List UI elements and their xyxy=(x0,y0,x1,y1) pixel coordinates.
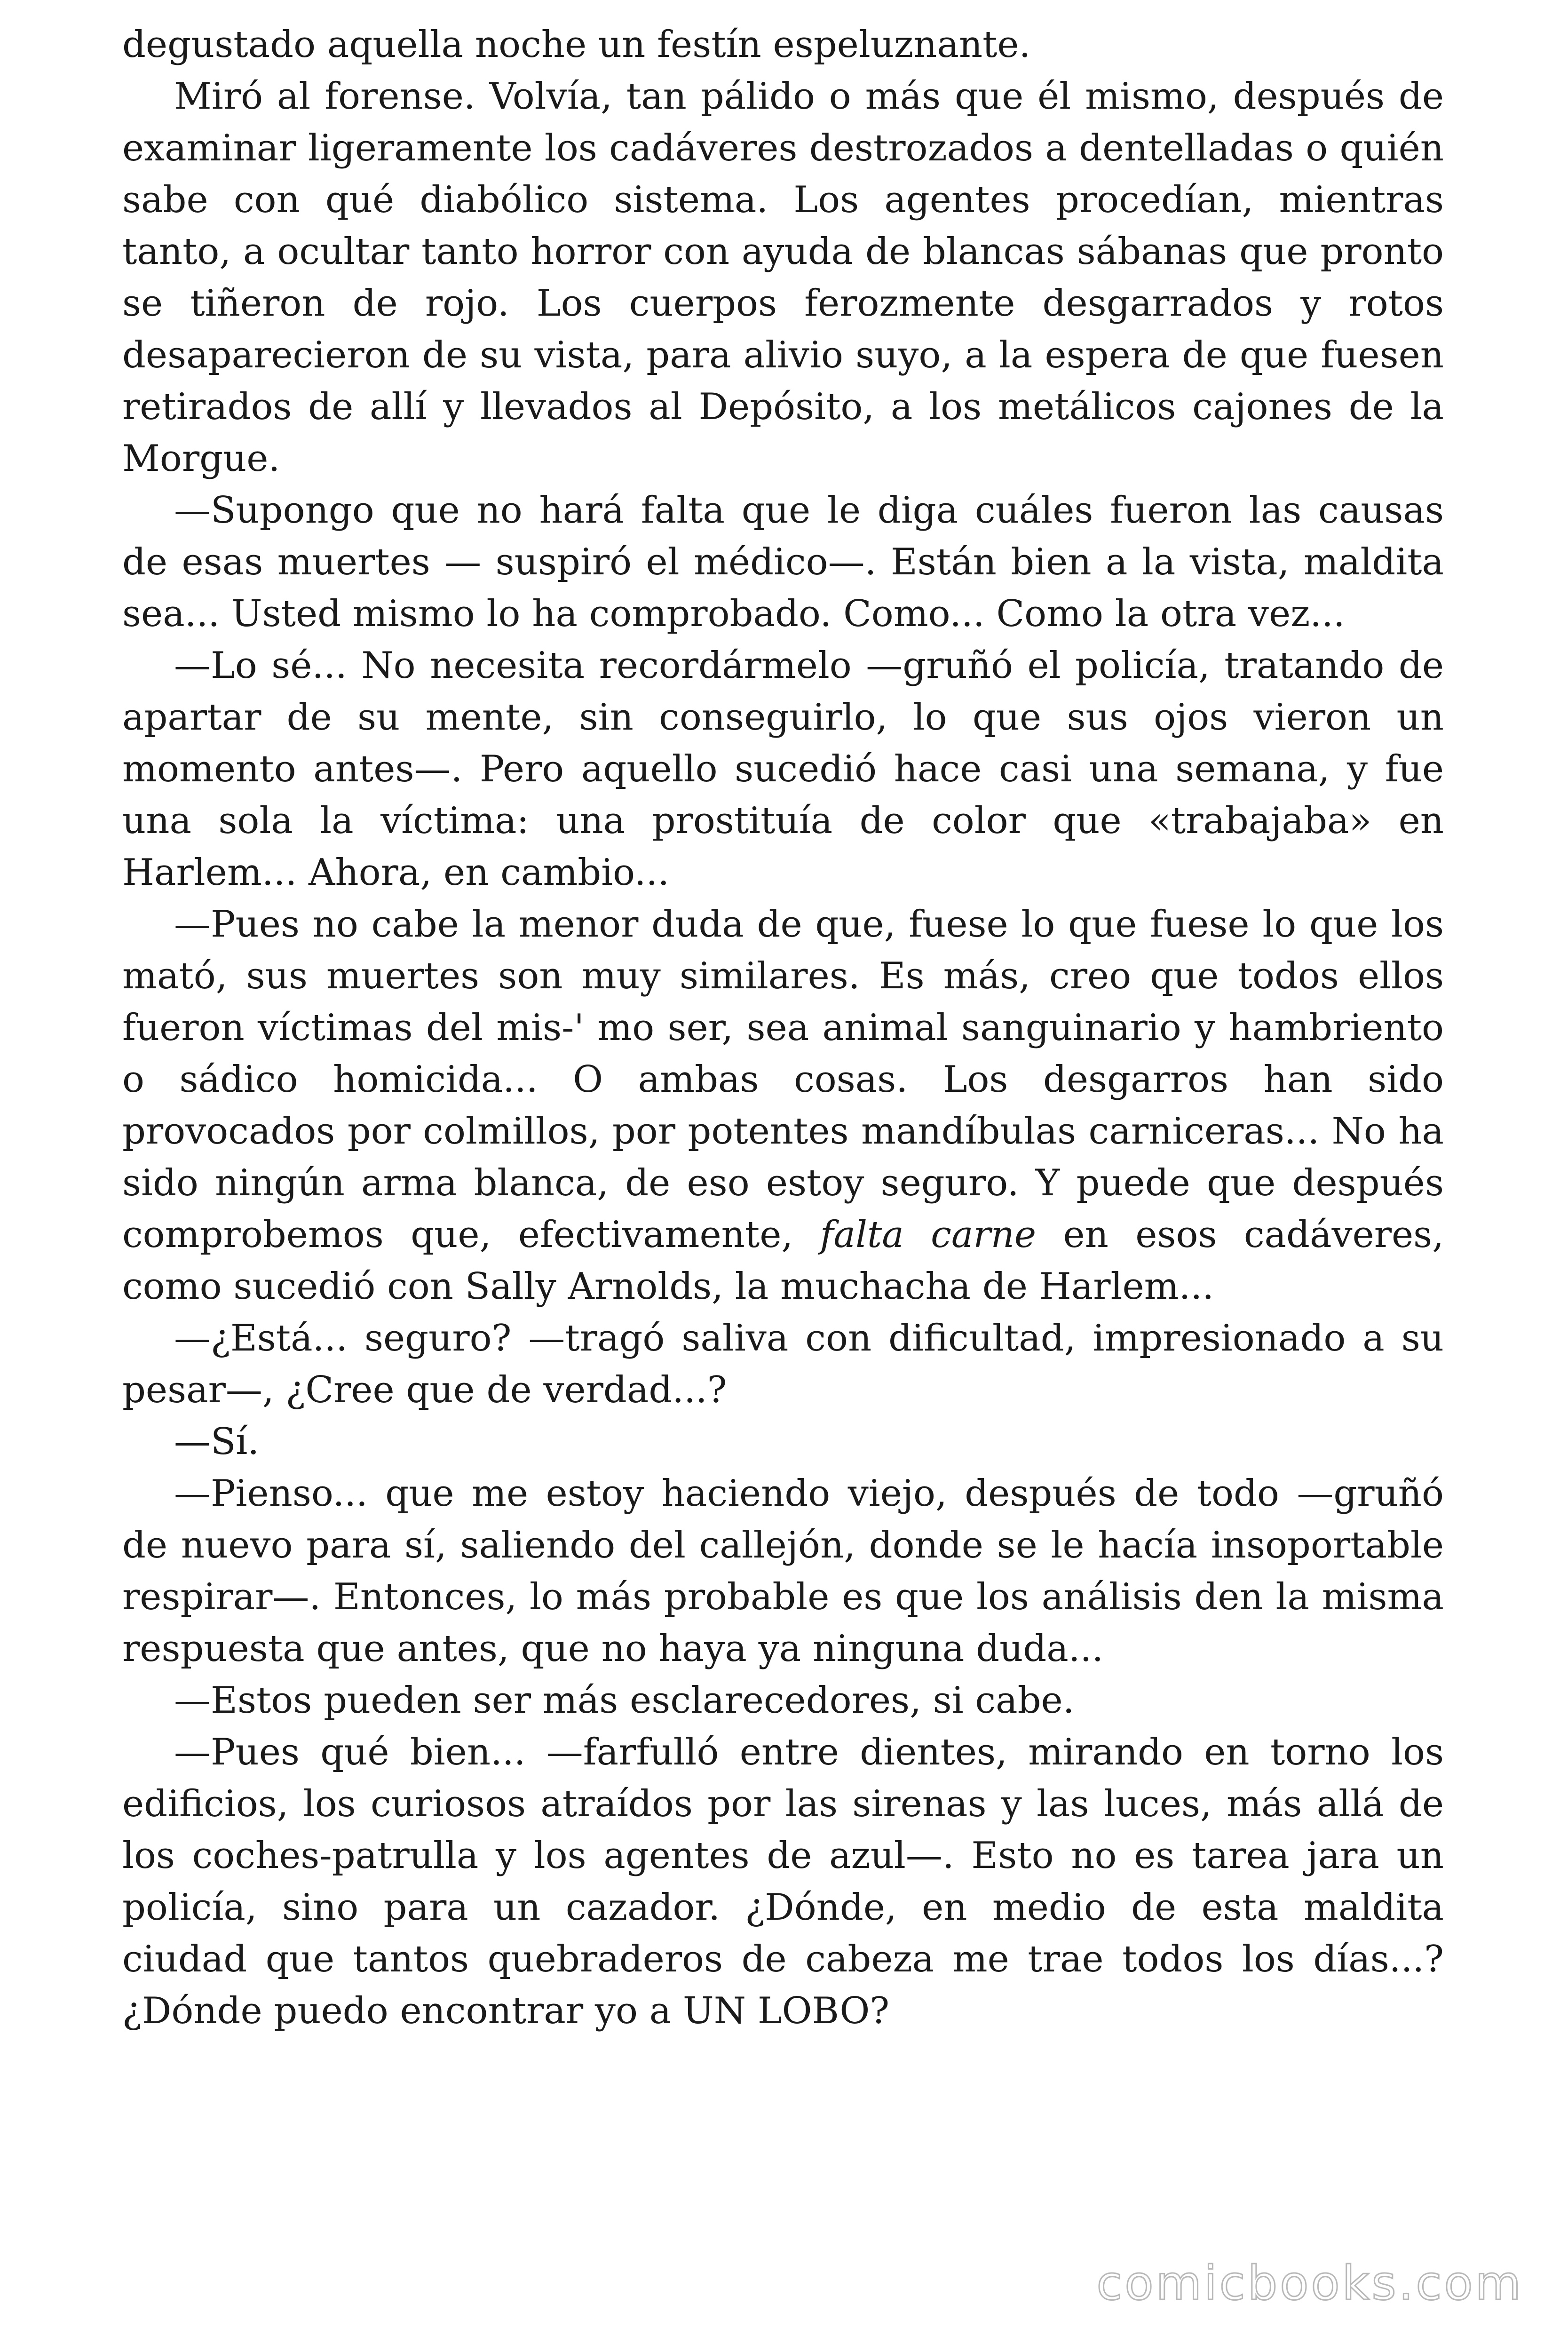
paragraph-text-after: en esos cadáveres, como sucedió con Sally Arnolds, la muchacha de Harlem... xyxy=(122,1214,1444,1308)
paragraph-dialogue: —Supongo que no hará falta que le diga cuáles fueron las causas de esas muertes — suspiró el médico—. Están bien a la vista, maldita sea... Usted mismo lo ha comprobado. Como... Como la otra vez... xyxy=(122,489,1444,635)
paragraph-narration: Miró al forense. Volvía, tan pálido o más que él mismo, después de examinar ligeramente los cadáveres destrozados a dentelladas o quién sabe con qué diabólico sistema. Los agentes procedían, mientras tanto, a ocultar tanto horror con ayuda de blancas sábanas que pronto se tiñeron de rojo. Los cuerpos ferozmente desgarrados y rotos desaparecieron de su vista, para alivio suyo, a la espera de que fuesen retirados de allí y llevados al Depósito, a los metálicos cajones de la Morgue. xyxy=(122,75,1444,480)
page-text xyxy=(122,19,1444,2037)
paragraph-dialogue: —¿Está... seguro? —tragó saliva con dificultad, impresionado a su pesar—, ¿Cree que de verdad...? xyxy=(122,1317,1444,1411)
paragraph-text-before: —Pues no cabe la menor duda de que, fuese lo que fuese lo que los mató, sus muertes son muy similares. Es más, creo que todos ellos fueron víctimas del mis-' mo ser, sea animal sanguinario y hambriento o sádico homicida... O ambas cosas. Los desgarros han sido provocados por colmillos, por potentes mandíbulas carniceras... No ha sido ningún arma blanca, de eso estoy seguro. Y puede que después comprobemos que, efectivamente, xyxy=(122,903,1444,1256)
paragraph-continuation: degustado aquella noche un festín espeluznante. xyxy=(122,24,1031,66)
watermark: comicbooks.com xyxy=(1096,2256,1523,2311)
paragraph-dialogue: —Sí. xyxy=(174,1421,260,1463)
paragraph-dialogue: —Pienso... que me estoy haciendo viejo, después de todo —gruñó de nuevo para sí, saliendo del callejón, donde se le hacía insoportable respirar—. Entonces, lo más probable es que los análisis den la misma respuesta que antes, que no haya ya ninguna duda... xyxy=(122,1472,1444,1670)
paragraph-dialogue: —Estos pueden ser más esclarecedores, si cabe. xyxy=(174,1679,1075,1722)
italic-phrase: falta carne xyxy=(820,1214,1037,1256)
paragraph-dialogue-italic xyxy=(122,898,1444,1312)
paragraph-dialogue: —Pues qué bien... —farfulló entre dientes, mirando en torno los edificios, los curiosos atraídos por las sirenas y las luces, más allá de los coches-patrulla y los agentes de azul—. Esto no es tarea jara un policía, sino para un cazador. ¿Dónde, en medio de esta maldita ciudad que tantos quebraderos de cabeza me trae todos los días...? ¿Dónde puedo encontrar yo a UN LOBO? xyxy=(122,1731,1444,2032)
paragraph-dialogue: —Lo sé... No necesita recordármelo —gruñó el policía, tratando de apartar de su mente, sin conseguirlo, lo que sus ojos vieron un momento antes—. Pero aquello sucedió hace casi una semana, y fue una sola la víctima: una prostituía de color que «trabajaba» en Harlem... Ahora, en cambio... xyxy=(122,644,1444,894)
